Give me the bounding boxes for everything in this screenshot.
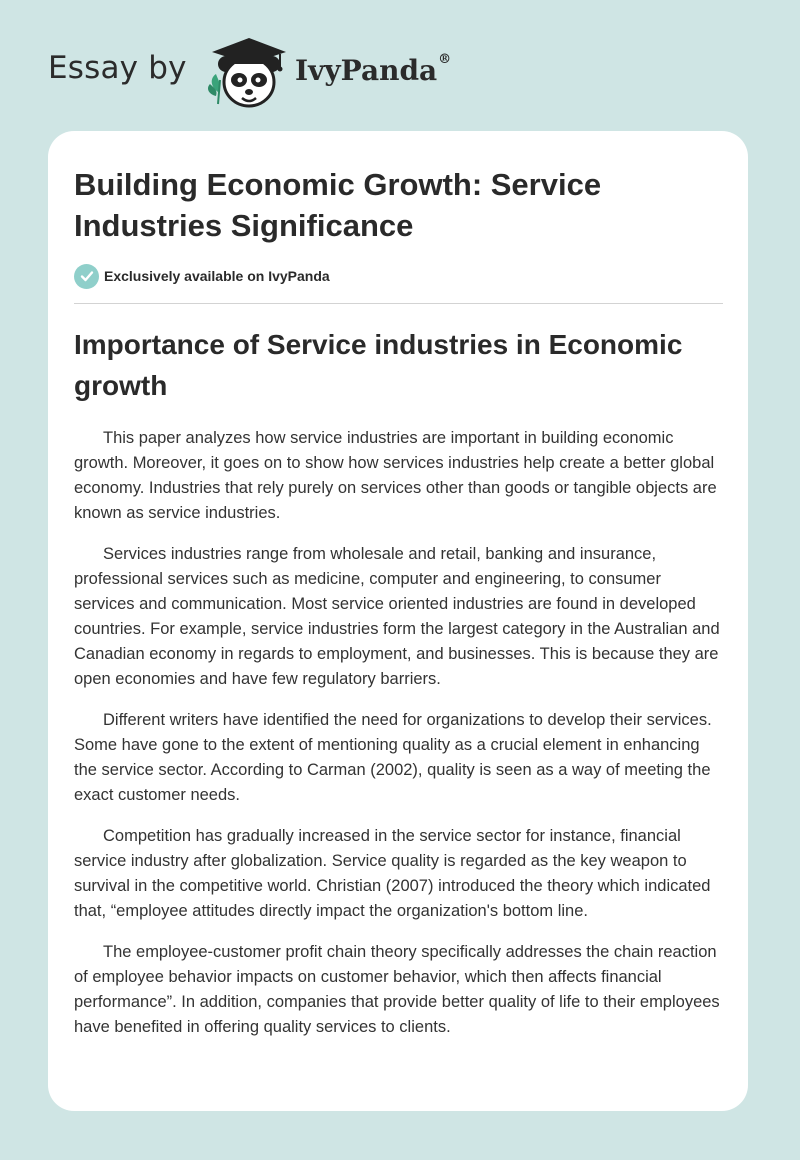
page-title: Building Economic Growth: Service Industries Significance bbox=[74, 167, 602, 243]
paragraph: Different writers have identified the need for organizations to develop their services. Some have gone to the extent of mentioning quality as a crucial element in enhancing the service sector. According to Carman (2002), quality is seen as a way of meeting the exact customer needs. bbox=[74, 711, 712, 804]
article-card bbox=[48, 131, 748, 1111]
registered-mark: ® bbox=[438, 52, 452, 67]
paragraph: The employee-customer profit chain theory specifically addresses the chain reaction of employee behavior impacts on customer behavior, which then affects financial performance”. In addition, companies that provide better quality of life to their employees have benefited in offering quality services to clients. bbox=[74, 943, 720, 1036]
article-body bbox=[74, 426, 724, 1056]
site-header bbox=[48, 34, 508, 114]
divider bbox=[74, 303, 723, 304]
badge-label: Exclusively available on IvyPanda bbox=[104, 268, 330, 284]
brand-name: IvyPanda® bbox=[295, 52, 452, 87]
exclusive-badge bbox=[74, 263, 330, 289]
panda-graduate-icon bbox=[200, 34, 292, 110]
check-icon bbox=[74, 264, 99, 289]
essay-by-label: Essay by bbox=[48, 50, 187, 86]
paragraph: This paper analyzes how service industries are important in building economic growth. Moreover, it goes on to show how services industries help create a better global economy. Industries that rely purely on services other than goods or tangible objects are known as service industries. bbox=[74, 429, 717, 522]
paragraph: Services industries range from wholesale and retail, banking and insurance, professional services such as medicine, computer and engineering, to consumer services and communication. Most service oriented industries are found in developed countries. For example, service industries form the largest category in the Australian and Canadian economy in regards to employment, and businesses. This is because they are open economies and have few regulatory barriers. bbox=[74, 545, 720, 688]
section-heading: Importance of Service industries in Economic growth bbox=[74, 329, 683, 401]
paragraph: Competition has gradually increased in the service sector for instance, financial service industry after globalization. Service quality is regarded as the key weapon to survival in the competitive world. Christian (2007) introduced the theory which indicated that, “employee attitudes directly impact the organization's bottom line. bbox=[74, 827, 711, 920]
